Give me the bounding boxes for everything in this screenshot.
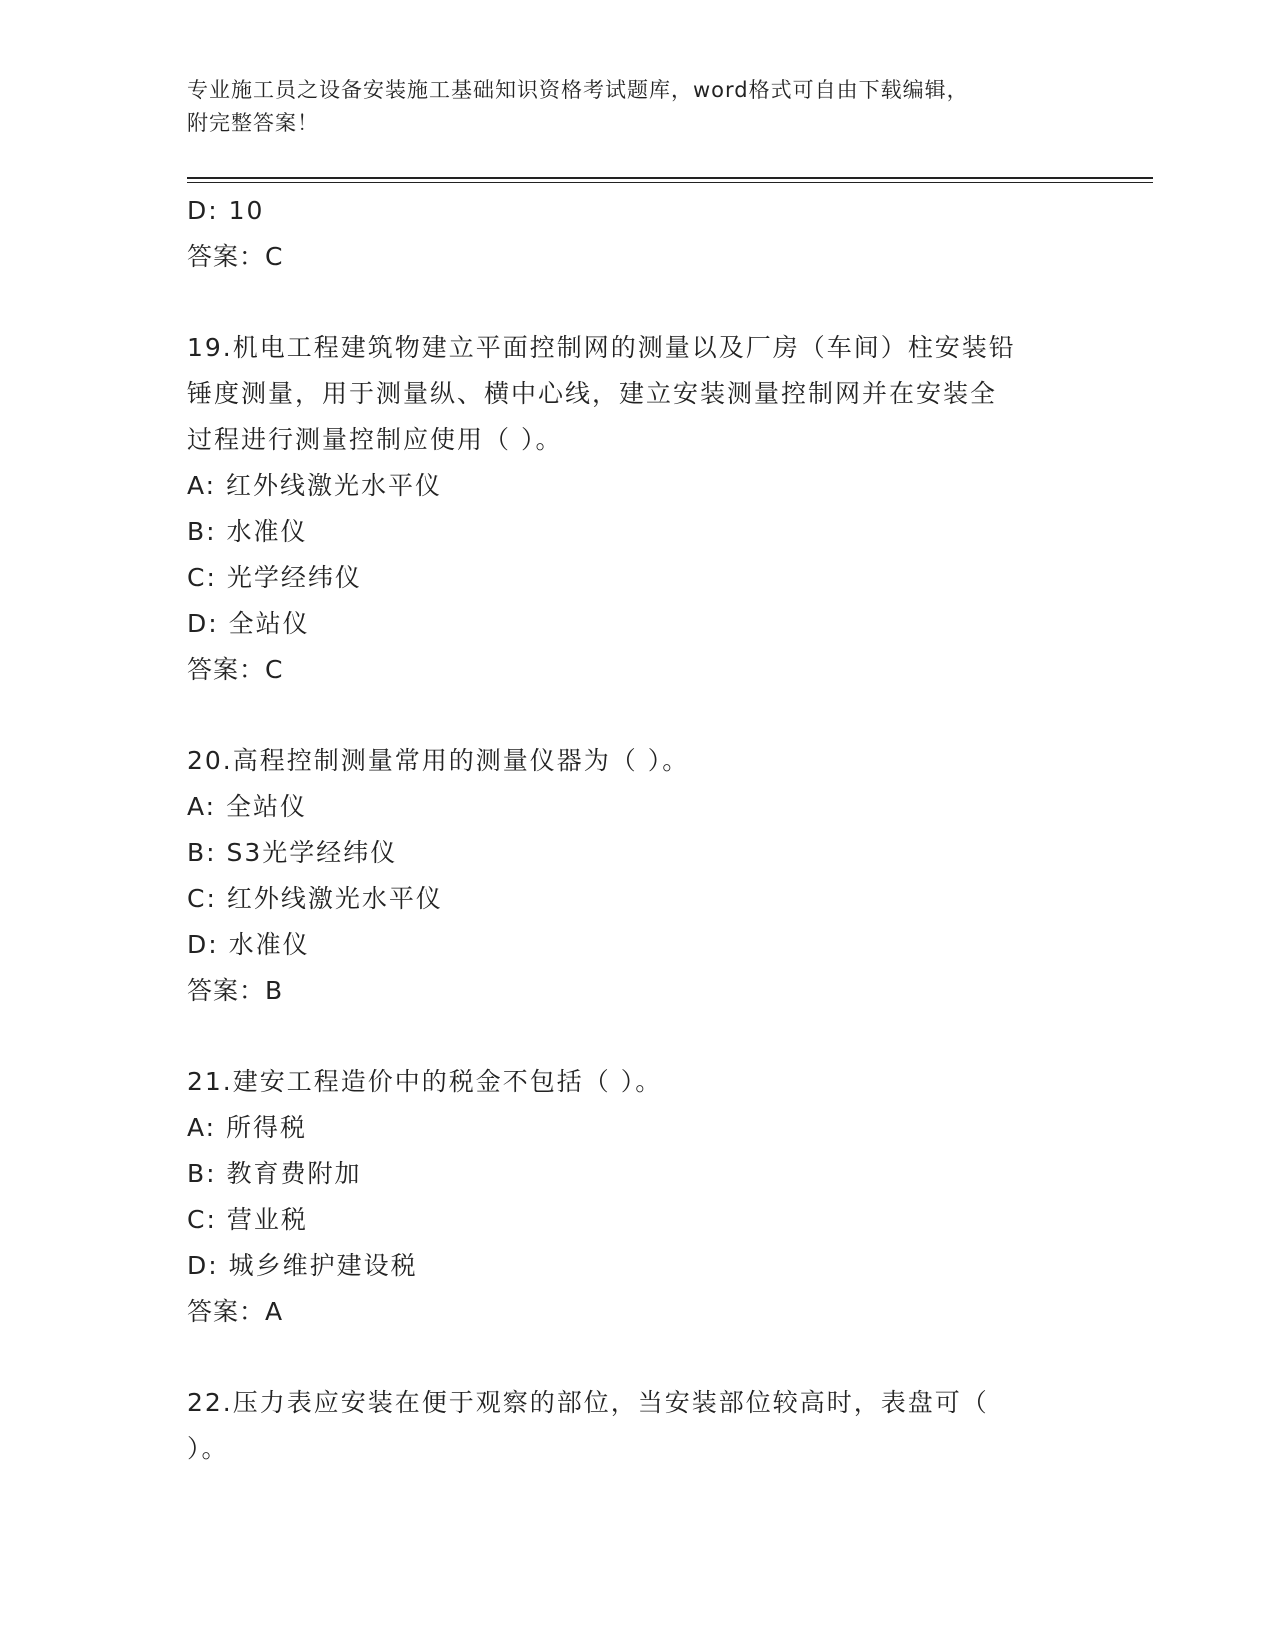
answer-label: 答案：C bbox=[187, 655, 284, 684]
header-line-1: 专业施工员之设备安装施工基础知识资格考试题库，word格式可自由下载编辑， bbox=[187, 78, 969, 102]
option-a: A: 全站仪 bbox=[187, 792, 308, 821]
option-c: C: 营业税 bbox=[187, 1205, 308, 1234]
answer-label: 答案：B bbox=[187, 976, 284, 1005]
option-b: B: 水准仪 bbox=[187, 517, 308, 546]
header-divider-thin bbox=[187, 182, 1153, 183]
document-header bbox=[187, 74, 1067, 140]
question-text-line: 22.压力表应安装在便于观察的部位，当安装部位较高时，表盘可（ bbox=[187, 1388, 989, 1417]
option-d: D: 10 bbox=[187, 196, 265, 225]
question-text-line: 20.高程控制测量常用的测量仪器为（ ）。 bbox=[187, 746, 690, 775]
option-a: A: 红外线激光水平仪 bbox=[187, 471, 443, 500]
option-c: C: 光学经纬仪 bbox=[187, 563, 362, 592]
question-21 bbox=[187, 1059, 1087, 1335]
question-19 bbox=[187, 325, 1087, 693]
option-c: C: 红外线激光水平仪 bbox=[187, 884, 443, 913]
question-18-tail bbox=[187, 188, 1087, 280]
question-text-line: ）。 bbox=[187, 1434, 229, 1463]
option-d: D: 全站仪 bbox=[187, 609, 310, 638]
header-divider-thick bbox=[187, 177, 1153, 179]
header-line-2: 附完整答案！ bbox=[187, 111, 319, 135]
question-text-line: 21.建安工程造价中的税金不包括（ ）。 bbox=[187, 1067, 663, 1096]
answer-label: 答案：C bbox=[187, 242, 284, 271]
question-text-line: 锤度测量，用于测量纵、横中心线，建立安装测量控制网并在安装全 bbox=[187, 379, 998, 408]
question-20 bbox=[187, 738, 1087, 1014]
option-d: D: 水准仪 bbox=[187, 930, 310, 959]
question-text-line: 过程进行测量控制应使用（ ）。 bbox=[187, 425, 563, 454]
answer-label: 答案：A bbox=[187, 1297, 284, 1326]
question-list bbox=[187, 188, 1087, 1472]
question-22 bbox=[187, 1380, 1087, 1472]
option-b: B: S3光学经纬仪 bbox=[187, 838, 398, 867]
option-d: D: 城乡维护建设税 bbox=[187, 1251, 418, 1280]
option-a: A: 所得税 bbox=[187, 1113, 308, 1142]
question-text-line: 19.机电工程建筑物建立平面控制网的测量以及厂房（车间）柱安装铅 bbox=[187, 333, 1016, 362]
option-b: B: 教育费附加 bbox=[187, 1159, 362, 1188]
